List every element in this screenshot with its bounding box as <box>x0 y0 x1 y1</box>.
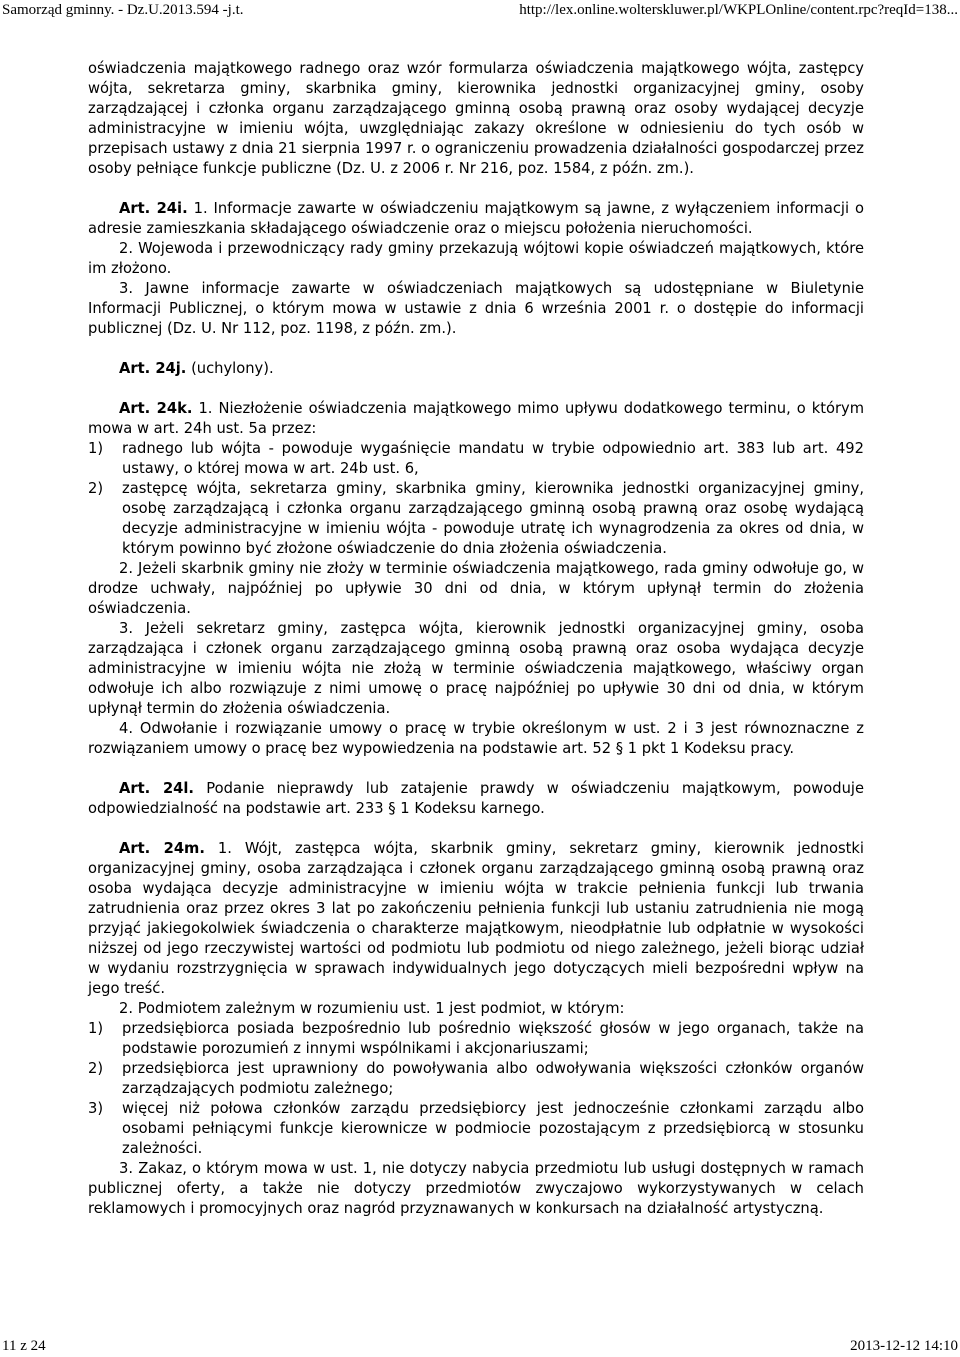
print-datetime: 2013-12-12 14:10 <box>850 1338 958 1354</box>
art-24k-item-2 <box>88 479 864 559</box>
item-number: 1) <box>88 1020 104 1037</box>
article-label: Art. 24k. <box>119 400 193 417</box>
article-label: Art. 24j. <box>119 360 187 377</box>
paragraph-number: 1. <box>198 400 213 417</box>
item-text: zastępcę wójta, sekretarza gminy, skarbnika gminy, kierownika jednostki organizacyjnej gminy, osobę zarządzającą i członka organu zarządzającego gminną osobą prawną oraz osobę wydającą decyzje administracyjne w imieniu wójta - powoduje utratę ich wynagrodzenia za okres od dnia, w którym powinno być złożone oświadczenie do dnia złożenia oświadczenia. <box>122 480 864 557</box>
page-url[interactable]: http://lex.online.wolterskluwer.pl/WKPLOnline/content.rpc?reqId=138... <box>519 2 958 18</box>
paragraph-text: Zakaz, o którym mowa w ust. 1, nie dotyczy nabycia przedmiotu lub usługi dostępnych w ramach publicznej oferty, a także nie dotyczy przedmiotów zwyczajowo wykorzystywanych w celach reklamowych i promocyjnych oraz nagród przyznawanych w konkursach na działalność artystyczną. <box>88 1160 865 1217</box>
art-24m-p1 <box>88 839 864 999</box>
paragraph-number: 2. <box>119 240 134 257</box>
item-number: 1) <box>88 440 104 457</box>
document-title: Samorząd gminny. - Dz.U.2013.594 -j.t. <box>2 2 244 18</box>
paragraph-text: Jeżeli skarbnik gminy nie złoży w terminie oświadczenia majątkowego, rada gminy odwołuje go, w drodze uchwały, najpóźniej po upływie 30 dni od dnia, w którym upłynął termin do złożenia oświadczenia. <box>88 560 864 617</box>
article-label: Art. 24l. <box>119 780 194 797</box>
art-24m-item-1 <box>88 1019 864 1059</box>
item-text: przedsiębiorca jest uprawniony do powoływania albo odwoływania większości członków organów zarządzających podmiotu zależnego; <box>122 1060 864 1097</box>
art-24k-p3 <box>88 619 864 719</box>
paragraph-text: Wójt, zastępca wójta, skarbnik gminy, sekretarz gminy, kierownik jednostki organizacyjnej gminy, osoba zarządzająca i członek organu zarządzającego gminną osobą prawną oraz osoba wydająca decyzje administracyjne w imieniu wójta w trakcie pełnienia funkcji lub trwania zatrudnienia oraz przez okres 3 lat po zakończeniu pełnienia funkcji lub ustaniu zatrudnienia nie mogą przyjąć jakiegokolwiek świadczenia o charakterze majątkowym, nieodpłatnie lub odpłatnie w wysokości niższej od jego rzeczywistej wartości od podmiotu lub podmiotu od niego zależnego, jeżeli biorąc udział w wydaniu rozstrzygnięcia w sprawach indywidualnych jego dotyczących mieli bezpośredni wpływ na jego treść. <box>88 840 865 997</box>
paragraph-number: 2. <box>119 1000 134 1017</box>
paragraph-number: 3. <box>119 280 134 297</box>
art-24k-p1 <box>88 399 864 439</box>
art-24k-item-1 <box>88 439 864 479</box>
art-24j <box>88 359 864 379</box>
art-24m-item-3 <box>88 1099 864 1159</box>
art-24m-item-2 <box>88 1059 864 1099</box>
item-text: radnego lub wójta - powoduje wygaśnięcie mandatu w trybie odpowiednio art. 383 lub art. 492 ustawy, o której mowa w art. 24b ust. 6, <box>122 440 864 477</box>
intro-paragraph: oświadczenia majątkowego radnego oraz wzór formularza oświadczenia majątkowego wójta, zastępcy wójta, sekretarza gminy, skarbnika gminy, kierownika jednostki organizacyjnej gminy, osoby zarządzającej i członka organu zarządzającego gminną osobą prawną oraz osoby wydającej decyzje administracyjne w imieniu wójta, uwzględniając zakazy określone w odniesieniu do tych osób w przepisach ustawy z dnia 21 sierpnia 1997 r. o ograniczeniu prowadzenia działalności gospodarczej przez osoby pełniące funkcje publiczne (Dz. U. z 2006 r. Nr 216, poz. 1584, z późn. zm.). <box>88 60 864 177</box>
art-24k-p2 <box>88 559 864 619</box>
paragraph-text: Jeżeli sekretarz gminy, zastępca wójta, kierownik jednostki organizacyjnej gminy, osoba zarządzająca i członek organu zarządzającego gminną osobą prawną oraz osoba wydająca decyzje administracyjne w imieniu wójta nie złożą w terminie oświadczenia majątkowego, właściwy organ odwołuje ich albo rozwiązuje z nimi umowę o pracę najpóźniej po upływie 30 dni od dnia, w którym upłynął termin do złożenia oświadczenia. <box>88 620 864 717</box>
paragraph-number: 3. <box>119 1160 134 1177</box>
paragraph-number: 1. <box>217 840 232 857</box>
paragraph-text: Informacje zawarte w oświadczeniu majątkowym są jawne, z wyłączeniem informacji o adresie zamieszkania składającego oświadczenie oraz o miejscu położenia nieruchomości. <box>88 200 864 237</box>
paragraph-text: Jawne informacje zawarte w oświadczeniach majątkowych są udostępniane w Biuletynie Informacji Publicznej, o którym mowa w ustawie z dnia 6 września 2001 r. o dostępie do informacji publicznej (Dz. U. Nr 112, poz. 1198, z późn. zm.). <box>88 280 864 337</box>
paragraph-text: Niezłożenie oświadczenia majątkowego mimo upływu dodatkowego terminu, o którym mowa w art. 24h ust. 5a przez: <box>88 400 864 437</box>
art-24i-p1 <box>88 199 864 239</box>
item-number: 2) <box>88 1060 104 1077</box>
art-24m-p2 <box>88 999 864 1019</box>
article-label: Art. 24i. <box>119 200 188 217</box>
page-header <box>0 0 960 22</box>
article-label: Art. 24m. <box>119 840 205 857</box>
paragraph-number: 3. <box>119 620 134 637</box>
paragraph-text: Podmiotem zależnym w rozumieniu ust. 1 jest podmiot, w którym: <box>137 1000 625 1017</box>
paragraph-text: Podanie nieprawdy lub zatajenie prawdy w oświadczeniu majątkowym, powoduje odpowiedzialność na podstawie art. 233 § 1 Kodeksu karnego. <box>88 780 864 817</box>
art-24i-p3 <box>88 279 864 339</box>
item-text: więcej niż połowa członków zarządu przedsiębiorcy jest jednocześnie członkami zarządu albo osobami pełniącymi funkcje kierownicze w podmiocie pozostającym z przedsiębiorcą w stosunku zależności. <box>122 1100 864 1157</box>
item-number: 3) <box>88 1100 104 1117</box>
page-footer <box>0 1336 960 1356</box>
paragraph-text: Wojewoda i przewodniczący rady gminy przekazują wójtowi kopie oświadczeń majątkowych, które im złożono. <box>88 240 864 277</box>
paragraph-text: Odwołanie i rozwiązanie umowy o pracę w trybie określonym w ust. 2 i 3 jest równoznaczne z rozwiązaniem umowy o pracę bez wypowiedzenia na podstawie art. 52 § 1 pkt 1 Kodeksu pracy. <box>88 720 865 757</box>
document-body <box>88 59 864 1219</box>
paragraph-number: 2. <box>119 560 134 577</box>
art-24k-p4 <box>88 719 864 759</box>
page-counter: 11 z 24 <box>2 1338 46 1354</box>
item-text: przedsiębiorca posiada bezpośrednio lub pośrednio większość głosów w jego organach, także na podstawie porozumień z innymi wspólnikami i akcjonariuszami; <box>122 1020 864 1057</box>
item-number: 2) <box>88 480 104 497</box>
paragraph-number: 4. <box>119 720 134 737</box>
art-24i-p2 <box>88 239 864 279</box>
paragraph-text: (uchylony). <box>191 360 274 377</box>
art-24l <box>88 779 864 819</box>
art-24m-p3 <box>88 1159 864 1219</box>
paragraph-number: 1. <box>193 200 208 217</box>
